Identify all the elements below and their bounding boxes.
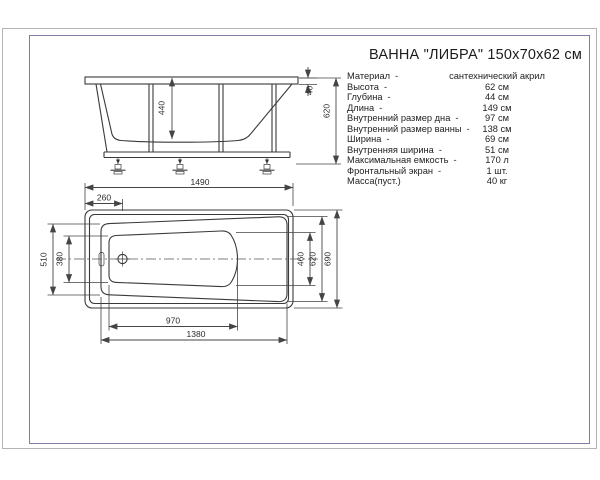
plan-head-inner-width-dim-label: 510 — [38, 252, 49, 267]
spec-value: 97 см — [485, 113, 509, 123]
adjustable-foot — [111, 158, 126, 175]
side-view — [85, 67, 341, 174]
spec-dash: - — [438, 144, 442, 155]
spec-value: 69 см — [485, 134, 509, 144]
spec-value: сантехнический акрил — [449, 71, 545, 81]
dim-drain-offset — [85, 193, 123, 212]
spec-value: 1 шт. — [486, 165, 508, 176]
side-depth-dim-label: 440 — [156, 100, 167, 116]
dim-depth — [157, 78, 173, 139]
side-rim-dim-label: 40 — [304, 85, 315, 96]
spec-label: Внутренняя ширина — [347, 144, 434, 155]
plan-head-floor-width-dim-label: 380 — [54, 251, 65, 267]
spec-value: 40 кг — [486, 176, 508, 186]
plan-view — [39, 177, 343, 344]
dim-rim — [299, 67, 317, 96]
spec-label: Материал — [347, 71, 391, 81]
spec-value: 170 л — [485, 155, 509, 165]
spec-label: Фронтальный экран — [347, 165, 434, 176]
tub-rim-profile — [85, 77, 298, 84]
spec-label: Длина — [347, 102, 375, 113]
spec-dash: - — [466, 123, 470, 134]
side-height-dim-label: 620 — [321, 103, 332, 119]
spec-label: Высота — [347, 81, 379, 92]
spec-dash: - — [438, 165, 442, 176]
spec-dash: - — [395, 71, 399, 81]
spec-label: Максимальная емкость — [347, 155, 449, 165]
plan-drain-offset-dim-label: 260 — [96, 192, 112, 203]
spec-label: Внутренний размер ванны — [347, 123, 462, 134]
plan-floor-length-dim-label: 970 — [165, 315, 181, 326]
spec-dash: - — [387, 92, 391, 102]
spec-label: Внутренний размер дна — [347, 113, 451, 123]
basin-bottom-profile — [112, 132, 252, 142]
spec-label: Масса(пуст.) — [347, 176, 401, 186]
adjustable-foot — [173, 158, 188, 175]
spec-value: 149 см — [482, 102, 512, 113]
plan-length-dim-label: 1490 — [190, 177, 210, 187]
spec-value: 138 см — [482, 123, 512, 134]
plan-opening-length-dim-label: 1380 — [186, 329, 206, 339]
spec-value: 62 см — [485, 81, 509, 92]
page-title: ВАННА "ЛИБРА" 150х70х62 см — [368, 47, 582, 63]
dim-height — [296, 78, 341, 164]
spec-dash: - — [453, 155, 457, 165]
plan-overall-width-dim-label: 690 — [322, 251, 333, 267]
dim-overall-length — [85, 177, 293, 210]
spec-value: 51 см — [485, 144, 509, 155]
support-post — [272, 84, 276, 152]
adjustable-foot — [260, 158, 275, 175]
spec-dash: - — [379, 102, 383, 113]
spec-label: Ширина — [347, 134, 382, 144]
plan-foot-inner-width-dim-label: 620 — [307, 251, 318, 267]
plan-foot-floor-width-dim-label: 460 — [295, 251, 306, 267]
spec-value: 44 см — [485, 92, 509, 102]
base-frame — [104, 152, 290, 158]
spec-dash: - — [386, 134, 390, 144]
spec-dash: - — [455, 113, 459, 123]
spec-label: Глубина — [347, 92, 383, 102]
spec-dash: - — [383, 81, 388, 92]
